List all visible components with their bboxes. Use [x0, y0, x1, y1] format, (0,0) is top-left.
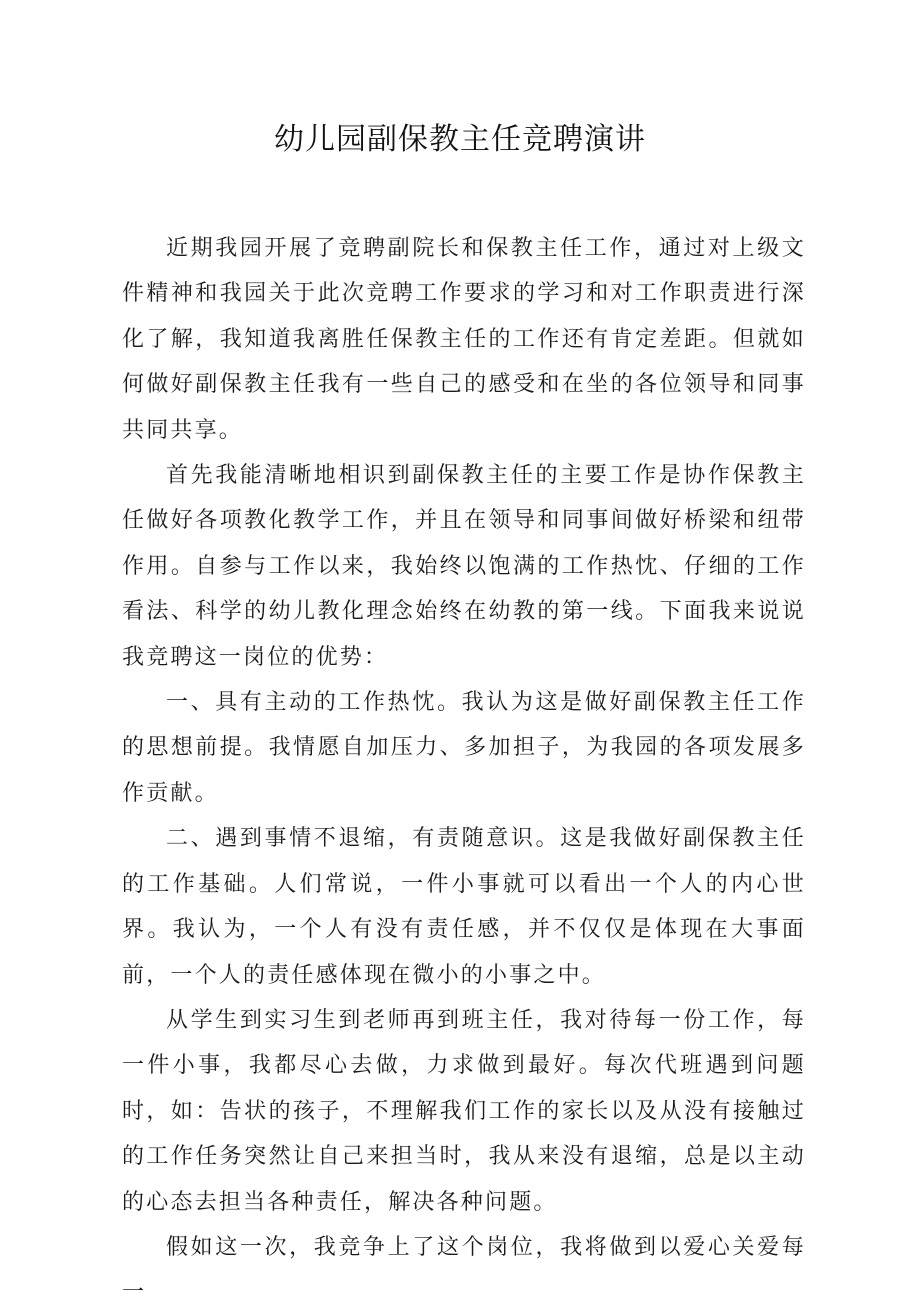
paragraph-intro: 近期我园开展了竞聘副院长和保教主任工作，通过对上级文件精神和我园关于此次竞聘工作要求的学习和对工作职责进行深化了解，我知道我离胜任保教主任的工作还有肯定差距。但就如何做好副保教主任我有一些自己的感受和在坐的各位领导和同事共同共享。	[122, 236, 806, 443]
paragraph-point-two: 二、遇到事情不退缩，有责随意识。这是我做好副保教主任的工作基础。人们常说，一件小事就可以看出一个人的内心世界。我认为，一个人有没有责任感，并不仅仅是体现在大事面前，一个人的责任感体现在微小的小事之中。	[122, 826, 806, 988]
document-body	[122, 226, 806, 1316]
paragraph-experience: 从学生到实习生到老师再到班主任，我对待每一份工作，每一件小事，我都尽心去做，力求做到最好。每次代班遇到问题时，如：告状的孩子，不理解我们工作的家长以及从没有接触过的工作任务突然让自己来担当时，我从来没有退缩，总是以主动的心态去担当各种责任，解决各种问题。	[122, 1007, 806, 1215]
page-title: 幼儿园副保教主任竞聘演讲	[274, 122, 646, 157]
paragraph-role-understanding: 首先我能清晰地相识到副保教主任的主要工作是协作保教主任做好各项教化教学工作，并且在领导和同事间做好桥梁和纽带作用。自参与工作以来，我始终以饱满的工作热忱、仔细的工作看法、科学的幼儿教化理念始终在幼教的第一线。下面我来说说我竞聘这一岗位的优势：	[122, 463, 806, 670]
paragraph-point-one: 一、具有主动的工作热忱。我认为这是做好副保教主任工作的思想前提。我情愿自加压力、多加担子，为我园的各项发展多作贡献。	[122, 690, 806, 806]
paragraph-commitment: 假如这一次，我竞争上了这个岗位，我将做到以爱心关爱每一	[122, 1234, 806, 1306]
